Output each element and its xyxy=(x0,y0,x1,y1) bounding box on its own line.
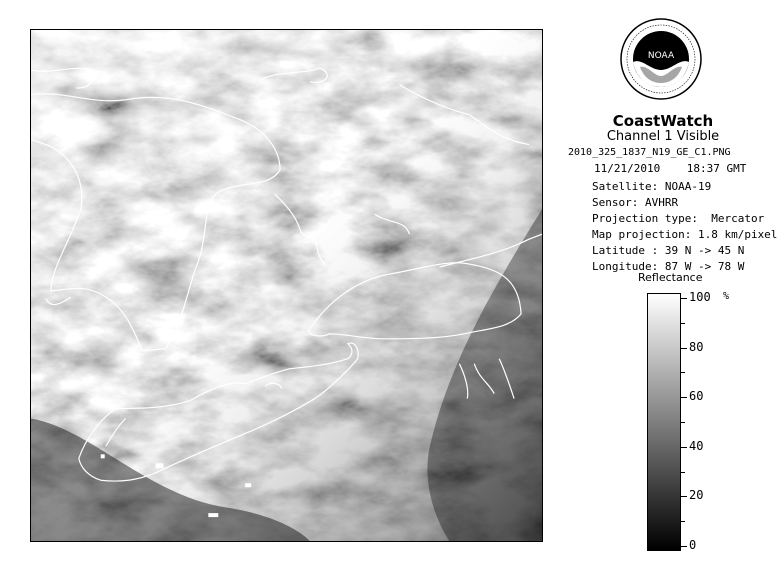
colorbar-tick xyxy=(681,397,687,398)
noaa-logo-icon xyxy=(620,18,702,100)
colorbar-tick-label: 0 xyxy=(689,538,697,552)
app-title: CoastWatch xyxy=(612,112,714,130)
satellite-map xyxy=(30,29,543,542)
info-map-projection: Map projection: 1.8 km/pixel xyxy=(592,228,778,241)
colorbar-tick xyxy=(681,348,687,349)
colorbar-tick xyxy=(681,496,687,497)
colorbar-tick xyxy=(681,323,685,324)
colorbar-tick-label: 100 xyxy=(689,290,711,304)
colorbar-tick xyxy=(681,422,685,423)
colorbar xyxy=(647,293,681,551)
colorbar-tick-label: 20 xyxy=(689,488,704,503)
file-name: 2010_325_1837_N19_GE_C1.PNG xyxy=(568,147,731,158)
info-satellite: Satellite: NOAA-19 xyxy=(592,180,712,193)
colorbar-tick-label: 60 xyxy=(689,389,704,404)
colorbar-tick xyxy=(681,298,687,299)
date-time: 11/21/2010 18:37 GMT xyxy=(594,162,747,175)
colorbar-tick-label: 80 xyxy=(689,339,704,354)
info-sensor: Sensor: AVHRR xyxy=(592,196,679,209)
colorbar-tick xyxy=(681,372,685,373)
colorbar-title: Reflectance xyxy=(638,271,703,284)
info-longitude: Longitude: 87 W -> 78 W xyxy=(592,260,745,273)
colorbar-tick xyxy=(681,472,685,473)
colorbar-tick xyxy=(681,521,685,522)
info-latitude: Latitude : 39 N -> 45 N xyxy=(592,244,745,257)
colorbar-tick xyxy=(681,546,687,547)
colorbar-tick-label: 40 xyxy=(689,438,704,453)
logo-text: NOAA xyxy=(647,51,675,61)
colorbar-tick xyxy=(681,447,687,448)
info-projection-type: Projection type: Mercator xyxy=(592,212,765,225)
channel-label: Channel 1 Visible xyxy=(606,129,720,144)
colorbar-unit: % xyxy=(723,291,730,302)
